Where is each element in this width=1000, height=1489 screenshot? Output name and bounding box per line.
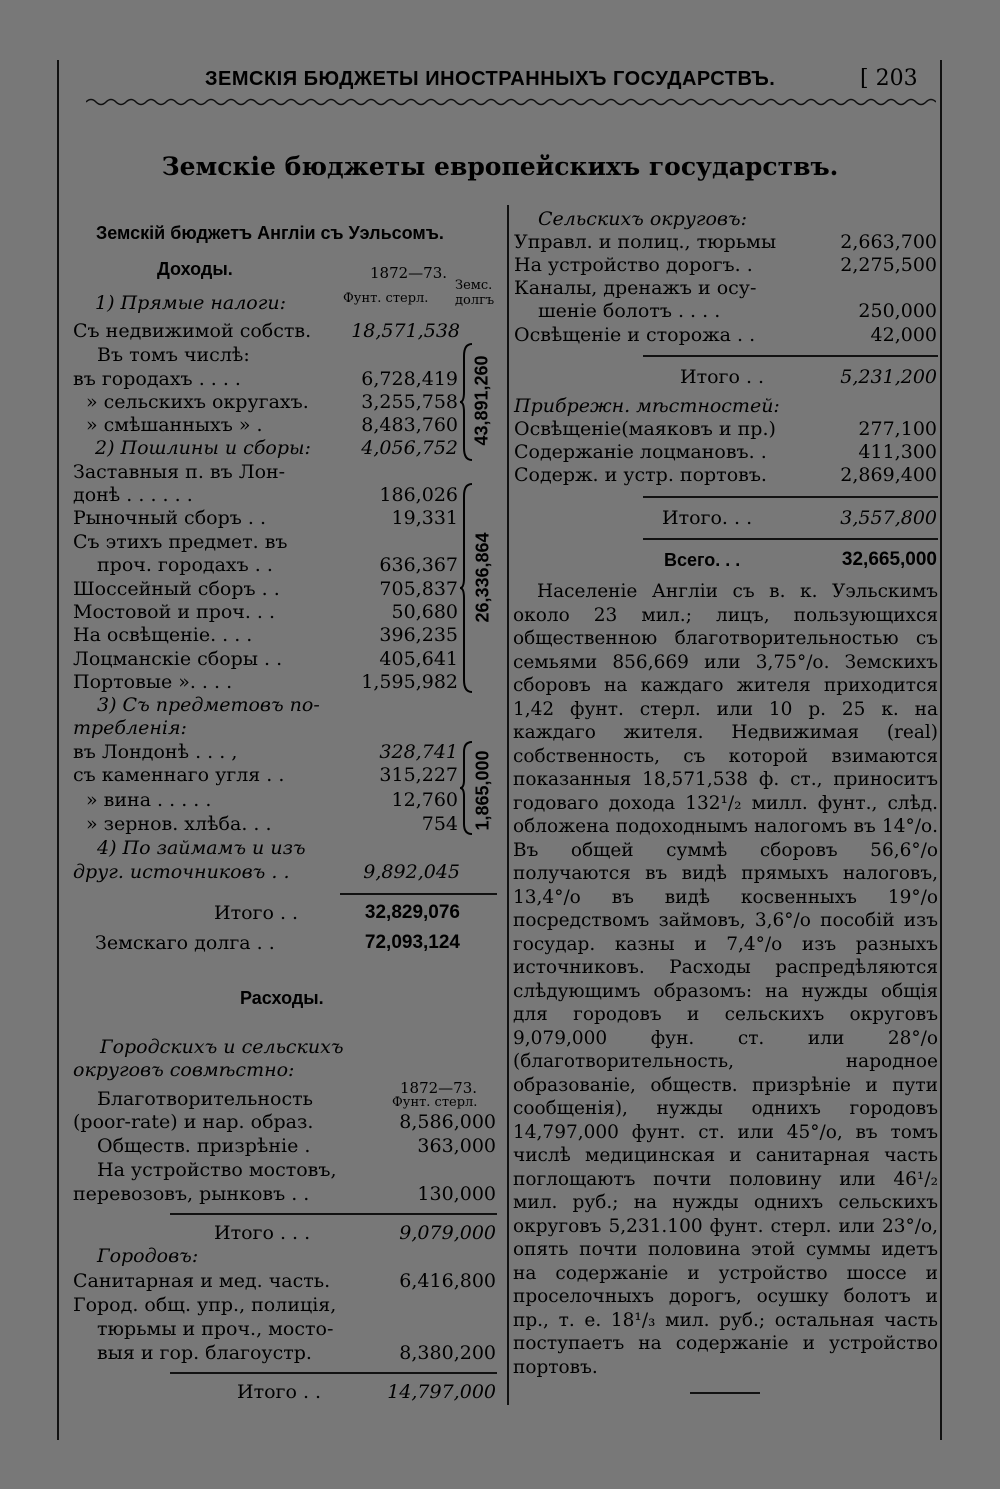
- rural-total-value: 5,231,200: [840, 366, 937, 388]
- duty-item-9-value: 1,595,982: [361, 671, 458, 693]
- public-care-label: Обществ. призрѣніе .: [97, 1135, 311, 1157]
- group3-total: 1,865,000: [472, 750, 493, 831]
- main-title: Земскіе бюджеты европейскихъ государствъ.: [161, 152, 839, 181]
- group2-total: 26,336,864: [472, 532, 493, 623]
- coastal-total-label: Итого. . .: [662, 507, 753, 529]
- unit-label: Фунт. стерл.: [343, 291, 429, 306]
- end-rule: [690, 1392, 760, 1394]
- rural-total-label: Итого . .: [680, 366, 765, 388]
- total-value: 32,829,076: [364, 902, 460, 923]
- debt-value: 72,093,124: [364, 932, 460, 953]
- real-estate-value: 18,571,538: [351, 320, 460, 342]
- unit2-label: Фунт. стерл.: [392, 1095, 478, 1110]
- year-label: 1872—73.: [370, 264, 448, 282]
- rural-item-4-label: Освѣщеніе и сторожа . .: [514, 324, 756, 346]
- coastal-item-1-value: 411,300: [858, 441, 937, 463]
- rule-rural-total: [643, 355, 938, 357]
- duty-item-3-label: Съ этихъ предмет. въ: [73, 531, 288, 553]
- sanitary-label: Санитарная и мед. часть.: [73, 1270, 331, 1292]
- grand-total-value: 32,665,000: [841, 549, 937, 570]
- total-label: Итого . .: [214, 902, 299, 924]
- consumption-item-2-value: 12,760: [391, 789, 458, 811]
- rural-item-0-value: 2,663,700: [840, 231, 937, 253]
- coastal-item-1-label: Содержаніе лоцмановъ. .: [514, 441, 767, 463]
- consumption-item-1-value: 315,227: [379, 764, 458, 786]
- rural-value: 3,255,758: [361, 391, 458, 413]
- admin-label-2: тюрьмы и проч., мосто-: [97, 1318, 334, 1340]
- cities-heading: Городовъ:: [97, 1245, 199, 1267]
- joint-heading-1: Городскихъ и сельскихъ: [100, 1036, 344, 1058]
- rule-grand-total: [643, 538, 938, 540]
- duty-item-4-label: проч. городахъ . .: [97, 554, 273, 576]
- group1-total: 43,891,260: [471, 355, 492, 446]
- year2-label: 1872—73.: [400, 1079, 478, 1097]
- consumption-item-1-label: съ каменнаго угля . .: [73, 764, 285, 786]
- real-estate-label: Съ недвижимой собств.: [73, 320, 312, 342]
- rural-item-0-label: Управл. и полиц., тюрьмы: [514, 231, 777, 253]
- charity-value: 8,586,000: [399, 1111, 496, 1133]
- rule-joint-total: [170, 1213, 497, 1215]
- grand-total-label: Всего. . .: [664, 550, 741, 570]
- rural-label: » сельскихъ округахъ.: [86, 391, 309, 413]
- including-label: Въ томъ числѣ:: [97, 344, 250, 366]
- mixed-value: 8,483,760: [361, 414, 458, 436]
- duties-value: 4,056,752: [361, 437, 458, 459]
- duty-item-9-label: Портовые ». . . .: [73, 671, 233, 693]
- consumption-heading-1: 3) Съ предметовъ по-: [97, 694, 320, 716]
- page-number: [ 203: [860, 66, 918, 91]
- duty-item-5-value: 705,837: [379, 578, 458, 600]
- unit-debt-2: долгъ: [455, 293, 495, 308]
- duty-item-6-value: 50,680: [391, 601, 458, 623]
- population-paragraph: [513, 580, 938, 1379]
- section-title: Земскій бюджетъ Англіи съ Уэльсомъ.: [96, 223, 444, 243]
- running-title: ЗЕМСКІЯ БЮДЖЕТЫ ИНОСТРАННЫХЪ ГОСУДАРСТВЪ.: [205, 68, 776, 90]
- consumption-heading-2: требленія:: [73, 717, 187, 739]
- page-border-left: [57, 60, 59, 1440]
- coastal-total-value: 3,557,800: [840, 507, 937, 529]
- rule-cities-total: [170, 1372, 497, 1374]
- coastal-item-2-label: Содерж. и устр. портовъ.: [514, 464, 767, 486]
- rule-coastal-total: [643, 496, 938, 498]
- loans-value: 9,892,045: [363, 861, 460, 883]
- duty-item-2-label: Рыночный сборъ . .: [73, 507, 266, 529]
- rural-item-3-value: 250,000: [858, 300, 937, 322]
- loans-label-2: друг. источниковъ . .: [73, 861, 290, 883]
- income-heading: Доходы.: [157, 259, 233, 279]
- loans-label-1: 4) По займамъ и изъ: [97, 837, 306, 859]
- running-head: [60, 64, 940, 96]
- duty-item-7-value: 396,235: [379, 624, 458, 646]
- rule-left-total: [340, 893, 497, 895]
- page-border-right: [940, 60, 942, 1440]
- joint-total-label: Итого . . .: [214, 1222, 311, 1244]
- column-rule: [507, 205, 509, 1405]
- charity-label-1: Благотворительность: [97, 1088, 313, 1110]
- direct-heading: 1) Прямые налоги:: [95, 292, 286, 314]
- duty-item-5-label: Шоссейный сборъ . .: [73, 578, 280, 600]
- rural-item-4-value: 42,000: [870, 324, 937, 346]
- cities-label: въ городахъ . . . .: [73, 368, 241, 390]
- rural-heading: Сельскихъ округовъ:: [538, 208, 747, 230]
- admin-label-3: выя и гор. благоустр.: [97, 1342, 312, 1364]
- duty-item-7-label: На освѣщеніе. . . .: [73, 624, 253, 646]
- cities-value: 6,728,419: [361, 368, 458, 390]
- duty-item-8-value: 405,641: [379, 648, 458, 670]
- consumption-item-3-label: » зернов. хлѣба. . .: [86, 813, 272, 835]
- bridges-value: 130,000: [417, 1183, 496, 1205]
- coastal-item-2-value: 2,869,400: [840, 464, 937, 486]
- duty-item-8-label: Лоцманскіе сборы . .: [73, 648, 283, 670]
- consumption-item-3-value: 754: [421, 813, 458, 835]
- rural-item-1-value: 2,275,500: [840, 254, 937, 276]
- cities-total-value: 14,797,000: [387, 1381, 496, 1403]
- joint-heading-2: округовъ совмѣстно:: [73, 1059, 295, 1081]
- admin-label-1: Город. общ. упр., полиція,: [73, 1294, 337, 1316]
- admin-value: 8,380,200: [399, 1342, 496, 1364]
- duty-item-6-label: Мостовой и проч. . .: [73, 601, 276, 623]
- mixed-label: » смѣшанныхъ » .: [86, 414, 263, 436]
- coastal-heading: Прибрежн. мѣстностей:: [514, 395, 780, 417]
- expenses-heading: Расходы.: [240, 988, 324, 1008]
- duty-item-1-label: донѣ . . . . . .: [73, 484, 193, 506]
- duty-item-1-value: 186,026: [379, 484, 458, 506]
- rural-item-1-label: На устройство дорогъ. .: [514, 254, 753, 276]
- charity-label-2: (poor-rate) и нар. образ.: [73, 1111, 314, 1133]
- joint-total-value: 9,079,000: [399, 1222, 496, 1244]
- consumption-item-0-value: 328,741: [379, 741, 458, 763]
- consumption-item-0-label: въ Лондонѣ . . . ,: [73, 741, 238, 763]
- bridges-label-2: перевозовъ, рынковъ . .: [73, 1183, 310, 1205]
- wavy-rule: [86, 97, 936, 107]
- bridges-label-1: На устройство мостовъ,: [97, 1159, 337, 1181]
- rural-item-2-label: Каналы, дренажъ и осу-: [514, 277, 757, 299]
- public-care-value: 363,000: [417, 1135, 496, 1157]
- cities-total-label: Итого . .: [237, 1381, 322, 1403]
- debt-label: Земскаго долга . .: [95, 932, 275, 954]
- paragraph-text: Населеніе Англіи съ в. к. Уэльскимъ около 23 мил.; лицъ, пользующихся общественною благотворительностью съ семьями 856,669 или 3,75°/о. Земскихъ сборовъ на каждаго жителя приходится 1,42 фунт. стерл. или 10 р. 25 к. на каждаго жителя. Недвижимая (real) собственность, съ которой взимаются показанныя 18,571,538 ф. ст., приноситъ годоваго дохода 132¹/₂ милл. фунт., слѣд. обложена подоходнымъ налогомъ въ 14°/о. Въ общей суммѣ сборовъ 56,6°/о получаются въ видѣ прямыхъ налоговъ, 13,4°/о въ видѣ косвенныхъ 19°/о посредствомъ займовъ, 3,6°/о пособій изъ государ. казны и 7,4°/о изъ разныхъ источниковъ. Расходы распредѣляются слѣдующимъ образомъ: на нужды общія для городовъ и сельскихъ округовъ 9,079,000 фун. ст. или 28°/о (благотворительность, народное образованіе, обществ. призрѣніе и пути сообщенія), нужды однихъ городовъ 14,797,000 фунт. ст. или 45°/о, въ томъ числѣ медицинская и санитарная часть поглощаютъ почти половину или 46¹/₂ мил. руб.; на нужды однихъ сельскихъ округовъ 5,231.100 фунт. стерл. или 23°/о, опять почти половина этой суммы идетъ на содержаніе и устройство шоссе и проселочныхъ дорогъ, осушку болотъ и пр., т. е. 18¹/₃ мил. руб.; остальная часть поступаетъ на содержаніе и устройство портовъ.: [513, 581, 938, 1378]
- unit-debt-1: Земс.: [455, 278, 493, 293]
- consumption-item-2-label: » вина . . . . .: [86, 789, 212, 811]
- coastal-item-0-label: Освѣщеніе(маяковъ и пр.): [514, 418, 776, 440]
- duty-item-0-label: Заставныя п. въ Лон-: [73, 461, 286, 483]
- duty-item-2-value: 19,331: [391, 507, 458, 529]
- coastal-item-0-value: 277,100: [858, 418, 937, 440]
- duty-item-4-value: 636,367: [379, 554, 458, 576]
- sanitary-value: 6,416,800: [399, 1270, 496, 1292]
- rural-item-3-label: шеніе болотъ . . . .: [538, 300, 721, 322]
- duties-label: 2) Пошлины и сборы:: [95, 437, 311, 459]
